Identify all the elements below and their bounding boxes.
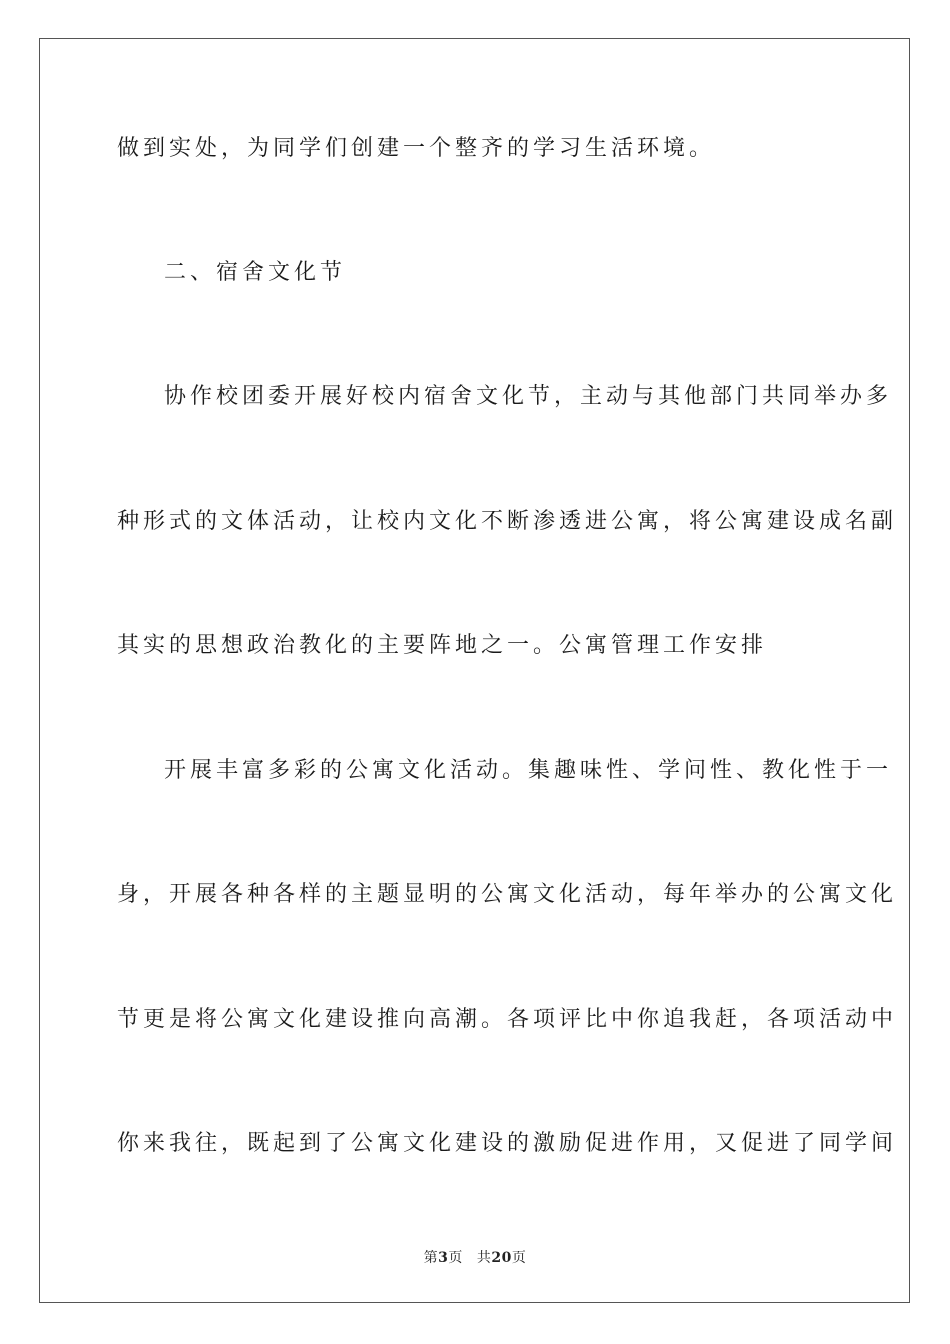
text-line-4: 种形式的文体活动，让校内文化不断渗透进公寓，将公寓建设成名副 (117, 509, 898, 534)
text-line-3: 协作校团委开展好校内宿舍文化节，主动与其他部门共同举办多 (164, 384, 893, 409)
footer-total-prefix: 共 (476, 1250, 492, 1266)
text-line-7: 身，开展各种各样的主题显明的公寓文化活动，每年举办的公寓文化 (117, 882, 898, 907)
footer-page-total: 20 (491, 1250, 512, 1266)
footer-page-current: 3 (438, 1250, 449, 1266)
section-heading: 二、宿舍文化节 (164, 260, 347, 285)
footer-page-prefix: 第 (423, 1250, 439, 1266)
text-line-8: 节更是将公寓文化建设推向高潮。各项评比中你追我赶，各项活动中 (117, 1007, 898, 1032)
text-line-6: 开展丰富多彩的公寓文化活动。集趣味性、学问性、教化性于一 (164, 758, 893, 783)
page-border (39, 38, 910, 1303)
text-line-5: 其实的思想政治教化的主要阵地之一。公寓管理工作安排 (117, 633, 768, 658)
footer-page-suffix: 页 (448, 1250, 463, 1266)
text-line-9: 你来我往，既起到了公寓文化建设的激励促进作用，又促进了同学间 (117, 1131, 898, 1156)
text-line-1: 做到实处，为同学们创建一个整齐的学习生活环境。 (117, 136, 716, 161)
footer-total-suffix: 页 (511, 1250, 527, 1266)
page-footer (0, 1247, 950, 1267)
